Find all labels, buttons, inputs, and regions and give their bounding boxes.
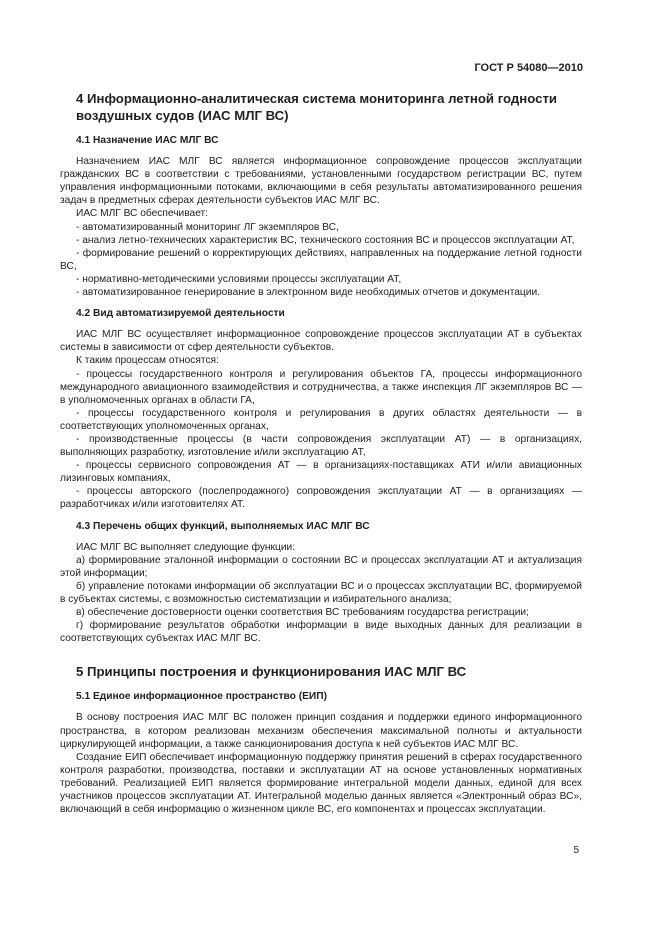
list-item: - процессы государственного контроля и регулирования объектов ГА, процессы информационного международного авиационного взаимодействия и сотрудничества, а также инспекция ЛГ экземпляров ВС — в уполномоченных органах в области ГА, <box>60 368 582 406</box>
subsection-4-2-title: 4.2 Вид автоматизируемой деятельности <box>76 308 285 320</box>
paragraph: ИАС МЛГ ВС выполняет следующие функции: <box>76 541 296 553</box>
list-item: - процессы сервисного сопровождения АТ — в организациях-поставщиках АТИ и/или авиационных лизинговых компаниях, <box>60 460 582 485</box>
section-4-title: 4 Информационно-аналитическая система мониторинга летной годности воздушных судов (ИАС МЛГ ВС) <box>76 91 558 123</box>
document-body <box>60 90 582 816</box>
list-item: - формирование решений о корректирующих действиях, направленных на поддержание летной годности ВС, <box>60 247 582 272</box>
paragraph: В основу построения ИАС МЛГ ВС положен принцип создания и поддержки единого информационного пространства, в котором реализован механизм обеспечения максимальной полноты и актуальности циркулирующей информации, а также санкционирования доступа к ней субъектов ИАС МЛГ ВС. <box>60 712 582 750</box>
list-item: б) управление потоками информации об эксплуатации ВС и о процессах эксплуатации ВС, формируемой в субъектах системы, с возможностью систематизации и избирательного анализа; <box>60 580 582 605</box>
paragraph: ИАС МЛГ ВС осуществляет информационное сопровождение процессов эксплуатации АТ в субъектах системы в зависимости от сфер деятельности субъектов. <box>60 329 582 354</box>
paragraph: ИАС МЛГ ВС обеспечивает: <box>76 208 209 220</box>
list-item: г) формирование результатов обработки информации в виде выходных данных для реализации в соответствующих субъектах ИАС МЛГ ВС. <box>60 620 582 645</box>
page-number: 5 <box>573 845 579 856</box>
list-item: - автоматизированный мониторинг ЛГ экземпляров ВС, <box>76 221 339 233</box>
paragraph: К таким процессам относятся: <box>76 355 219 367</box>
list-item: - анализ летно-технических характеристик ВС, технического состояния ВС и процессов эксплуатации АТ, <box>76 234 575 246</box>
list-item: в) обеспечение достоверности оценки соответствия ВС требованиям государства регистрации; <box>76 607 529 619</box>
list-item: - процессы авторского (послепродажного) сопровождения эксплуатации АТ — в организациях — разработчиках и/или изготовителях АТ. <box>60 486 582 511</box>
section-5-title: 5 Принципы построения и функционирования ИАС МЛГ ВС <box>76 664 467 680</box>
list-item: - нормативно-методическими условиями процессы эксплуатации АТ, <box>76 273 402 285</box>
subsection-5-1-title: 5.1 Единое информационное пространство (ЕИП) <box>76 691 327 703</box>
list-item: а) формирование эталонной информации о состоянии ВС и процессах эксплуатации АТ и актуализация этой информации; <box>60 554 582 579</box>
list-item: - автоматизированное генерирование в электронном виде необходимых отчетов и документации. <box>76 287 540 299</box>
paragraph: Назначением ИАС МЛГ ВС является информационное сопровождение процессов эксплуатации гражданских ВС в соответствии с требованиями, установленными государством регистрации ВС, путем управления информационными потоками, включающими в себя результаты автоматизированного решения задач в предметных сферах деятельности субъектов ИАС МЛГ ВС. <box>60 156 582 207</box>
paragraph: Создание ЕИП обеспечивает информационную поддержку принятия решений в сферах государственного контроля разработки, производства, поставки и эксплуатации АТ на основе установленных нормативных требований. Реализацией ЕИП является формирование интегральной модели данных, единой для всех участников процессов эксплуатации АТ. Интегральной моделью данных является «Электронный образ ВС», включающий в себя информацию о жизненном цикле ВС, его компонентах и процессах эксплуатации. <box>60 751 582 816</box>
list-item: - процессы государственного контроля и регулирования в других областях деятельности — в соответствующих уполномоченных органах, <box>60 407 582 432</box>
subsection-4-3-title: 4.3 Перечень общих функций, выполняемых ИАС МЛГ ВС <box>76 520 370 532</box>
list-item: - производственные процессы (в части сопровождения эксплуатации АТ) — в организациях, выполняющих разработку, изготовление и/или эксплуатацию АТ, <box>60 433 582 459</box>
document-code: ГОСТ Р 54080—2010 <box>474 62 583 74</box>
subsection-4-1-title: 4.1 Назначение ИАС МЛГ ВС <box>76 135 219 146</box>
